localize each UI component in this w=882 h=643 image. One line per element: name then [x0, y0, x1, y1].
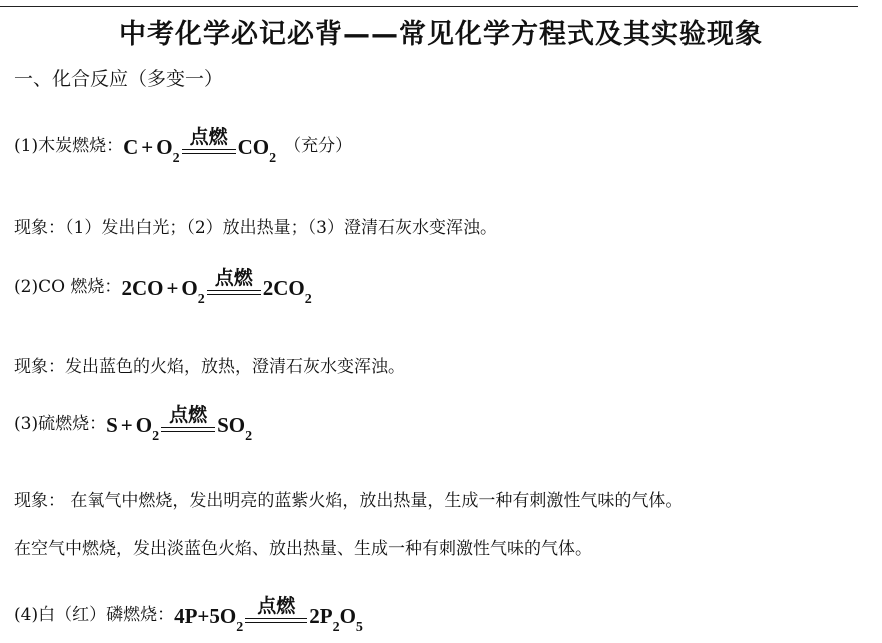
double-line	[182, 149, 236, 154]
reaction-condition: 点燃	[245, 595, 307, 623]
equation-note: （充分）	[284, 136, 353, 156]
reaction-condition: 点燃	[182, 126, 236, 154]
reactants: S + O 2	[106, 413, 160, 444]
reactants: 2CO + O 2	[121, 276, 205, 307]
equation-co	[14, 237, 312, 307]
phenomenon-text: 现象：（1）发出白光；（2）放出热量；（3）澄清石灰水变浑浊。	[14, 218, 497, 238]
equation-sulfur	[14, 374, 253, 444]
double-line	[161, 427, 215, 432]
equation-label: (2)CO 燃烧：	[14, 277, 122, 297]
reactants: 4P+5O 2	[174, 604, 244, 635]
section-heading: 一、化合反应（多变一）	[14, 68, 224, 90]
reaction-condition: 点燃	[207, 267, 261, 295]
double-line	[207, 290, 261, 295]
page-title: 中考化学必记必背——常见化学方程式及其实验现象	[119, 19, 763, 50]
equation-label: (3)硫燃烧：	[14, 414, 107, 434]
equation-charcoal	[14, 96, 353, 166]
phenomenon-text: 在空气中燃烧，发出淡蓝色火焰、放出热量、生成一种有刺激性气味的气体。	[14, 539, 592, 559]
equation-label: (4)白（红）磷燃烧：	[14, 605, 175, 625]
products: SO 2	[217, 413, 253, 444]
equation-label: (1)木炭燃烧：	[14, 136, 124, 156]
reactants: C + O 2	[123, 135, 180, 166]
top-rule	[0, 6, 858, 7]
double-line	[245, 618, 307, 623]
products: 2P 2 O 5	[309, 604, 363, 635]
products: CO 2	[237, 135, 277, 166]
products: 2CO 2	[262, 276, 312, 307]
equation-phosphorus	[14, 565, 363, 635]
reaction-condition: 点燃	[161, 404, 215, 432]
phenomenon-text: 现象： 在氧气中燃烧，发出明亮的蓝紫火焰，放出热量，生成一种有刺激性气味的气体。	[14, 491, 683, 511]
phenomenon-text: 现象：发出蓝色的火焰，放热，澄清石灰水变浑浊。	[14, 357, 405, 377]
